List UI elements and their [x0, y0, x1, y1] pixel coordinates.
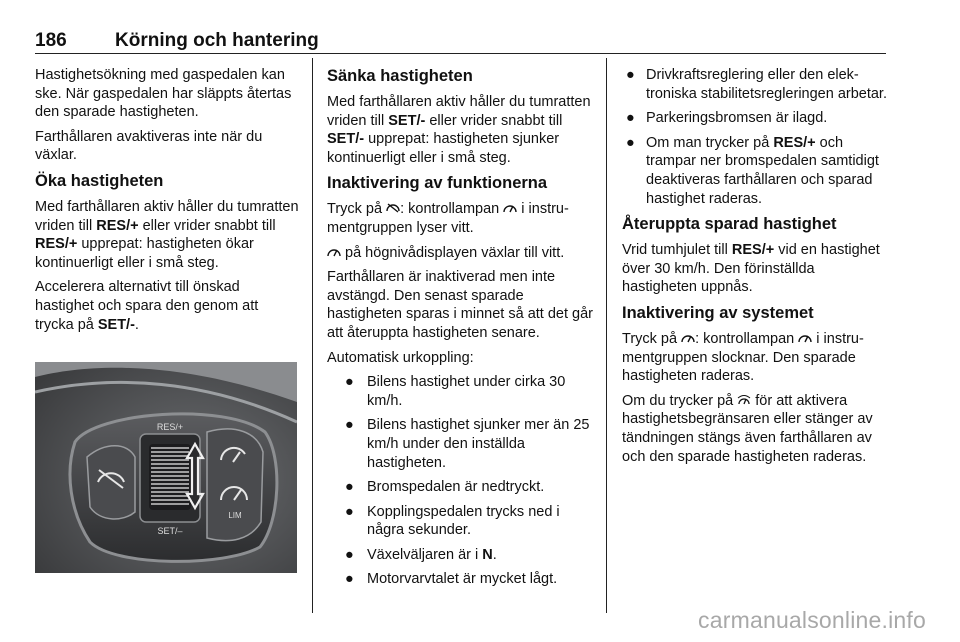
page-number: 186	[35, 30, 67, 51]
list-item: ● Motorvarvtalet är mycket lågt.	[345, 571, 558, 588]
heading-increase-speed: Öka hastigheten	[35, 171, 164, 190]
list-item: ● Parkeringsbromsen är ilagd.	[626, 110, 828, 127]
paragraph: Vrid tumhjulet till RES/+ vid en hastighet över 30 km/h. Den förinställda hastigheten uppnås.	[622, 242, 880, 296]
paragraph: Automatisk urkoppling:	[327, 349, 474, 366]
column-1	[35, 66, 300, 340]
paragraph: Hastighetsökning med gaspedalen kan ske. När gaspedalen har släppts återtas den sparade hastigheten.	[35, 67, 292, 121]
cruise-indicator-icon	[798, 332, 812, 344]
cruise-control-icon	[681, 332, 695, 344]
heading-deactivate-system: Inaktivering av systemet	[622, 303, 814, 322]
chapter-title: Körning och hantering	[115, 30, 319, 51]
paragraph: Om du trycker på för att aktivera hastighetsbegränsaren eller stänger av tändningen stängs även farthållaren av och den sparade hastigheten raderas.	[622, 392, 873, 465]
watermark: carmanualsonline.info	[698, 607, 926, 633]
cruise-indicator-icon	[503, 202, 517, 214]
paragraph: Farthållaren avaktiveras inte när du växlar.	[35, 128, 263, 164]
paragraph: Tryck på : kontrollampan i instrumentgruppen slocknar. Den sparade hastigheten raderas.	[622, 330, 864, 385]
paragraph: på högnivådisplayen växlar till vitt.	[327, 244, 595, 263]
column-3	[622, 66, 888, 472]
cancel-icon	[386, 202, 400, 214]
paragraph: Tryck på : kontrollampan i instrumentgruppen lyser vitt.	[327, 201, 569, 236]
list-item: ● Drivkraftsreglering eller den elektroniska stabilitetsregleringen arbetar.	[626, 67, 887, 102]
page-header	[35, 30, 885, 52]
column-2	[327, 66, 595, 595]
heading-resume-speed: Återuppta sparad hastighet	[622, 215, 837, 234]
list-item: ● Bilens hastighet sjunker mer än 25 km/h under den inställda hastigheten.	[345, 417, 590, 471]
set-label: SET/–	[157, 526, 183, 536]
res-label: RES/+	[156, 422, 184, 432]
paragraph: Accelerera alternativt till önskad hastighet och spara den genom att trycka på SET/-.	[35, 279, 259, 333]
column-divider-1	[312, 58, 313, 613]
thumbwheel	[149, 444, 191, 510]
steering-wheel-controls-image	[35, 362, 297, 573]
list-item: ● Växelväljaren är i N.	[345, 546, 497, 563]
list-item: ● Bilens hastighet under cirka 30 km/h.	[345, 374, 566, 409]
lim-label: LIM	[228, 511, 242, 520]
paragraph: Med farthållaren aktiv håller du tumratten vriden till SET/- eller vrider snabbt till SET/- upprepat: hastigheten sjunker kontinuerligt eller i små steg.	[327, 94, 591, 166]
speed-limiter-icon	[737, 394, 751, 406]
list-item: ● Bromspedalen är nedtryckt.	[345, 479, 545, 496]
paragraph: Farthållaren är inaktiverad men inte avstängd. Den senast sparade hastigheten sparas i minnet så att det går att återuppta hastigheten senare.	[327, 269, 593, 341]
header-rule	[35, 53, 886, 54]
heading-deactivate-functions: Inaktivering av funktionerna	[327, 174, 548, 193]
column-divider-2	[606, 58, 607, 613]
list-item: ● Om man trycker på RES/+ och trampar ner bromspedalen samtidigt deaktiveras farthållaren och sparad hastighet raderas.	[626, 134, 879, 207]
paragraph: Med farthållaren aktiv håller du tumratten vriden till RES/+ eller vrider snabbt till RES/+ upprepat: hastigheten ökar kontinuerligt eller i små steg.	[35, 198, 299, 271]
disengage-list-cont	[622, 66, 888, 208]
auto-disengage-list	[327, 373, 595, 589]
list-item: ● Kopplingspedalen trycks ned i några sekunder.	[345, 503, 560, 539]
heading-decrease-speed: Sänka hastigheten	[327, 67, 473, 85]
cruise-indicator-icon	[327, 246, 341, 258]
